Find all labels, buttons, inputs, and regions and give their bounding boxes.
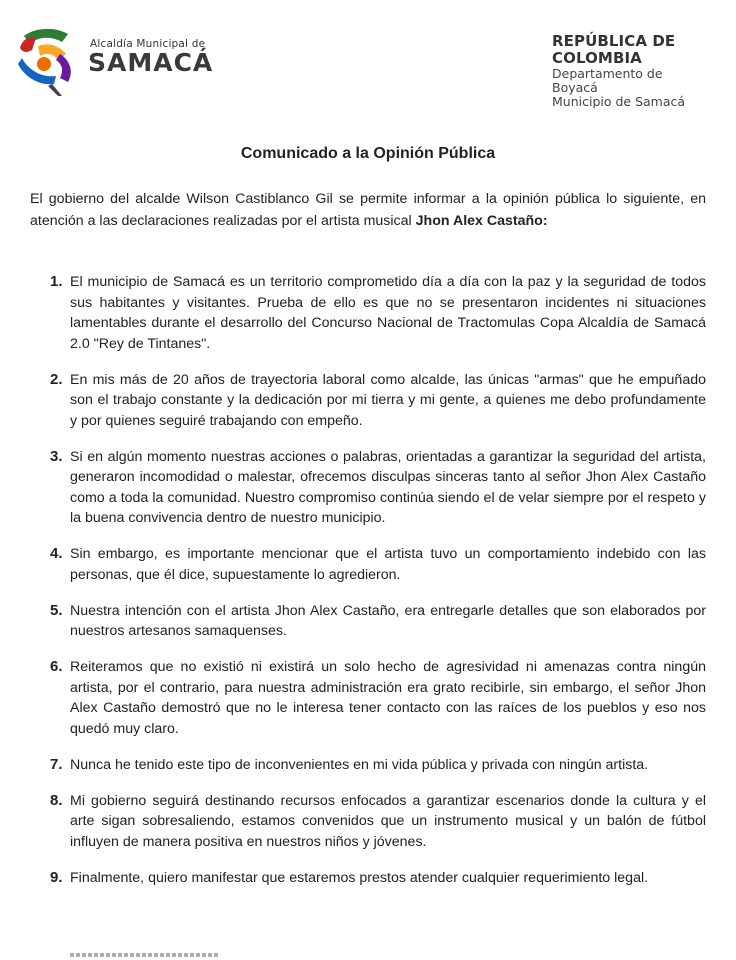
item-number: 8.	[50, 791, 63, 809]
list-item	[30, 868, 706, 889]
signature-line	[70, 953, 220, 957]
numbered-list	[30, 272, 706, 904]
item-number: 4.	[50, 545, 63, 562]
list-item	[30, 272, 706, 354]
item-number: 5.	[50, 601, 63, 619]
list-item	[30, 544, 706, 585]
item-text: Finalmente, quiero manifestar que estaremos prestos atender cualquier requerimiento legal.	[70, 869, 649, 886]
letterhead	[0, 0, 736, 110]
list-item	[30, 447, 706, 529]
list-item	[30, 601, 706, 642]
list-item	[30, 657, 706, 739]
item-text: Mi gobierno seguirá destinando recursos enfocados a garantizar escenarios donde la cultura y el arte sigan sobresaliendo, estamos convenidos que un instrumento musical y un balón de fútbol influyen de manera positiva en nuestros niños y jóvenes.	[70, 792, 706, 850]
municipality-name: Municipio de Samacá	[552, 94, 686, 109]
logo-subtitle: Alcaldía Municipal de	[90, 38, 206, 50]
artist-name: Jhon Alex Castaño:	[415, 212, 548, 229]
list-item	[30, 791, 706, 853]
intro-text: El gobierno del alcalde Wilson Castiblanco Gil se permite informar a la opinión pública lo siguiente, en atención a las declaraciones realizadas por el artista musical	[30, 191, 706, 229]
item-number: 2.	[50, 370, 63, 388]
item-text: En mis más de 20 años de trayectoria laboral como alcalde, las únicas "armas" que he empuñado son el trabajo constante y la dedicación por mi tierra y mi gente, a quienes me debo profundamente y por quienes seguiré trabajando con empeño.	[70, 371, 706, 429]
item-number: 1.	[50, 273, 63, 290]
item-number: 6.	[50, 658, 63, 675]
item-text: Reiteramos que no existió ni existirá un solo hecho de agresividad ni amenazas contra ningún artista, por el contrario, para nuestra administración era grato recibirle, sin embargo, el señor Jhon Alex Castaño demostró que no le interesa tener contacto con las raíces de los pueblos y eso nos quedó muy claro.	[70, 659, 706, 737]
item-text: Sin embargo, es importante mencionar que el artista tuvo un comportamiento indebido con las personas, que él dice, supuestamente lo agredieron.	[70, 546, 706, 583]
item-text: Nunca he tenido este tipo de inconvenientes en mi vida pública y privada con ningún artista.	[70, 756, 649, 773]
item-text: Nuestra intención con el artista Jhon Alex Castaño, era entregarle detalles que son elaborados por nuestros artesanos samaquenses.	[70, 602, 706, 639]
document-title: Comunicado a la Opinión Pública	[240, 145, 496, 162]
country-name: REPÚBLICA DE COLOMBIA	[552, 32, 676, 67]
item-text: El municipio de Samacá es un territorio comprometido día a día con la paz y la seguridad de todos sus habitantes y visitantes. Prueba de ello es que no se presentaron incidentes ni situaciones lamentables durante el desarrollo del Concurso Nacional de Tractomulas Copa Alcaldía de Samacá 2.0 "Rey de Tintanes".	[70, 274, 706, 352]
department-name: Departamento de Boyacá	[552, 66, 663, 95]
samaca-logo-icon	[14, 24, 80, 98]
logo-title: SAMACÁ	[88, 48, 214, 77]
intro-paragraph	[30, 189, 706, 232]
item-text: Si en algún momento nuestras acciones o palabras, orientadas a garantizar la seguridad del artista, generaron incomodidad o malestar, ofrecemos disculpas sinceras tanto al señor Jhon Alex Castaño como a toda la comunidad. Nuestro compromiso continúa siendo el de velar siempre por el respeto y la buena convivencia dentro de nuestro municipio.	[70, 448, 706, 526]
item-number: 3.	[50, 447, 63, 465]
list-item	[30, 755, 706, 776]
list-item	[30, 370, 706, 432]
item-number: 7.	[50, 755, 63, 773]
government-block	[552, 33, 712, 109]
item-number: 9.	[50, 868, 63, 886]
